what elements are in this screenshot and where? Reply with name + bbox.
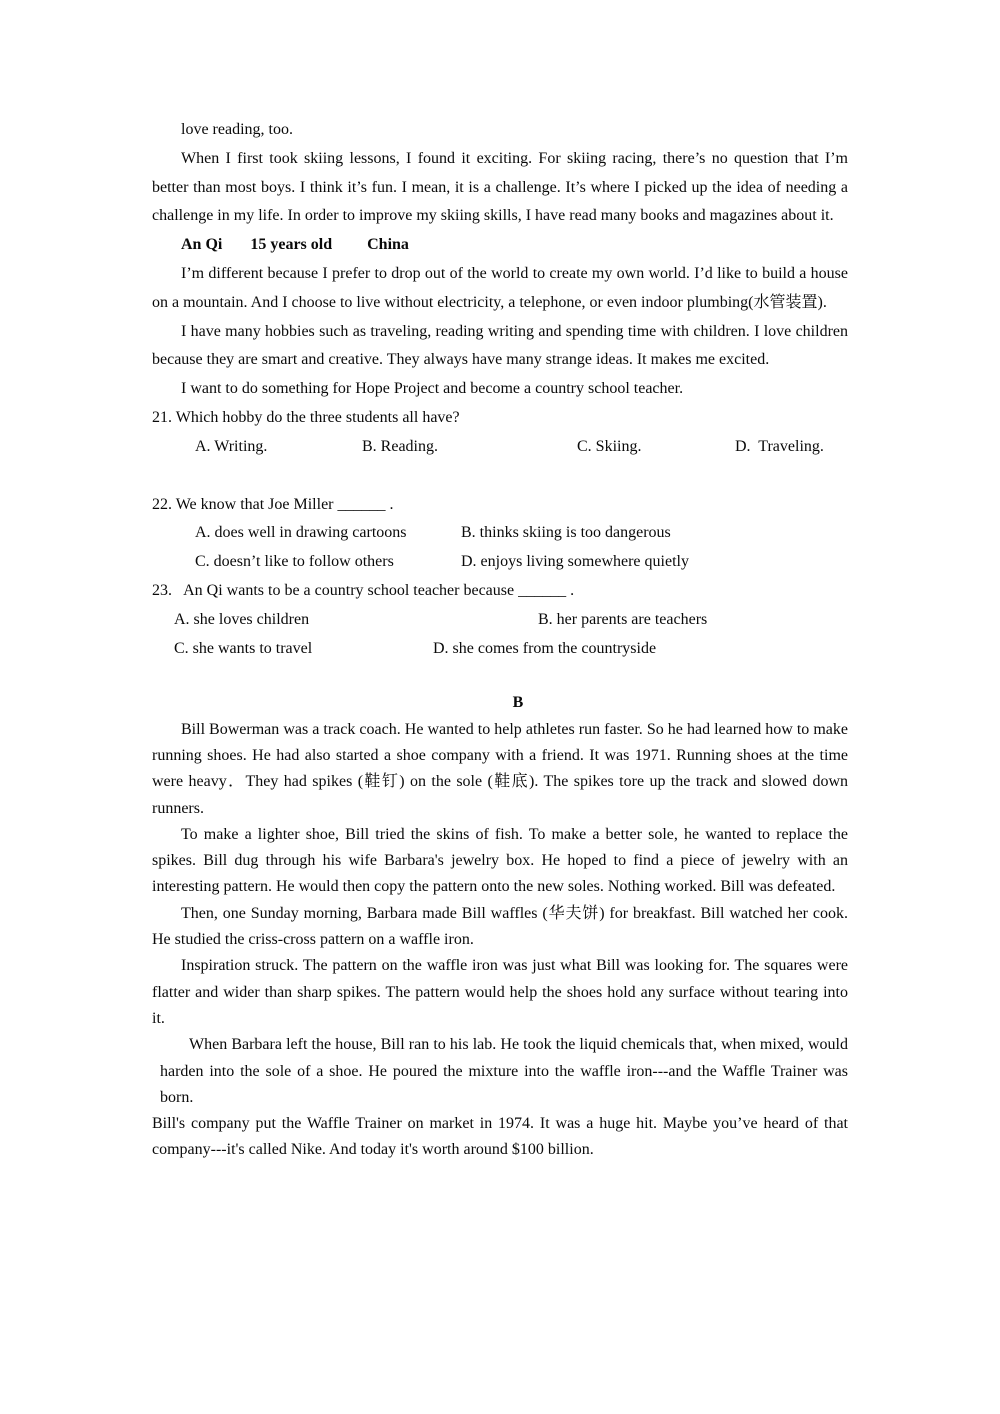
question-22-options-row-1 — [152, 519, 848, 548]
passage-b-paragraph-2: To make a lighter shoe, Bill tried the skins of fish. To make a better sole, he wanted to replace the spikes. Bill dug through his wife Barbara's jewelry box. He hoped to find a piece of jewelry with an interesting pattern. He would then copy the pattern onto the new soles. Nothing worked. Bill was defeated. — [152, 825, 848, 896]
question-23-option-a: A. she loves children — [174, 610, 310, 628]
question-21 — [152, 404, 848, 462]
question-23-stem: 23. An Qi wants to be a country school teacher because ______ . — [152, 581, 575, 599]
passage-a-continued-line: love reading, too. — [181, 121, 293, 138]
passage-b-paragraph-5: When Barbara left the house, Bill ran to his lab. He took the liquid chemicals that, when mixed, would harden into the sole of a shoe. He poured the mixture into the waffle iron---and the Waffle Trainer was born. — [160, 1036, 848, 1106]
question-22-option-c: C. doesn’t like to follow others — [195, 553, 394, 571]
question-21-option-d: D. Traveling. — [735, 437, 824, 455]
question-22-stem: 22. We know that Joe Miller ______ . — [152, 495, 394, 513]
passage-b-paragraph-3: Then, one Sunday morning, Barbara made Bill waffles (华夫饼) for breakfast. Bill watched her cook. He studied the criss-cross pattern on a waffle iron. — [152, 904, 848, 949]
question-22-option-a: A. does well in drawing cartoons — [195, 524, 407, 542]
question-21-option-a: A. Writing. — [195, 437, 268, 455]
student-profile-heading — [152, 231, 848, 260]
question-22-option-d: D. enjoys living somewhere quietly — [461, 553, 689, 571]
passage-a — [152, 116, 848, 404]
question-21-option-c: C. Skiing. — [577, 437, 642, 455]
question-23-option-c: C. she wants to travel — [174, 639, 313, 657]
passage-b-paragraph-4: Inspiration struck. The pattern on the waffle iron was just what Bill was looking for. The squares were flatter and wider than sharp spikes. The pattern would help the shoes hold any surface without tearing into it. — [152, 957, 848, 1027]
passage-a-different-paragraph: I’m different because I prefer to drop out of the world to create my own world. I’d like to build a house on a mountain. And I choose to live without electricity, a telephone, or even indoor plumbing(水管装置). — [152, 264, 848, 311]
student-country: China — [367, 236, 409, 254]
question-23-options-row-1 — [152, 606, 848, 635]
question-22 — [152, 491, 848, 577]
passage-a-hope-paragraph: I want to do something for Hope Project and become a country school teacher. — [181, 380, 684, 398]
question-23-option-d: D. she comes from the countryside — [433, 639, 657, 657]
passage-b-paragraph-1: Bill Bowerman was a track coach. He wanted to help athletes run faster. So he had learned how to make running shoes. He had also started a shoe company with a friend. It was 1971. Running shoes at the time were heavy．They had spikes (鞋钉) on the sole (鞋底). The spikes tore up the track and slowed down runners. — [152, 720, 848, 817]
question-23-option-b: B. her parents are teachers — [538, 610, 708, 628]
questions-block — [152, 404, 848, 663]
question-21-option-b: B. Reading. — [362, 437, 438, 455]
student-age: 15 years old — [250, 236, 333, 254]
question-21-stem: 21. Which hobby do the three students all have? — [152, 408, 460, 426]
question-23 — [152, 577, 848, 663]
question-21-options — [152, 433, 848, 462]
passage-b — [152, 690, 848, 1163]
passage-b-heading: B — [512, 694, 524, 712]
question-22-option-b: B. thinks skiing is too dangerous — [461, 524, 671, 542]
passage-a-skiing-paragraph: When I first took skiing lessons, I found it exciting. For skiing racing, there’s no question that I’m better than most boys. I think it’s fun. I mean, it is a challenge. It’s where I picked up the idea of needing a challenge in my life. In order to improve my skiing skills, I have read many books and magazines about it. — [152, 149, 848, 225]
question-23-options-row-2 — [152, 635, 848, 664]
question-22-options-row-2 — [152, 548, 848, 577]
student-name: An Qi — [181, 236, 223, 254]
passage-a-hobbies-paragraph: I have many hobbies such as traveling, reading writing and spending time with children. I love children because they are smart and creative. They always have many strange ideas. It makes me excited. — [152, 322, 848, 369]
passage-b-paragraph-6: Bill's company put the Waffle Trainer on market in 1974. It was a huge hit. Maybe you’ve heard of that company---it's called Nike. And today it's worth around $100 billion. — [152, 1115, 848, 1159]
